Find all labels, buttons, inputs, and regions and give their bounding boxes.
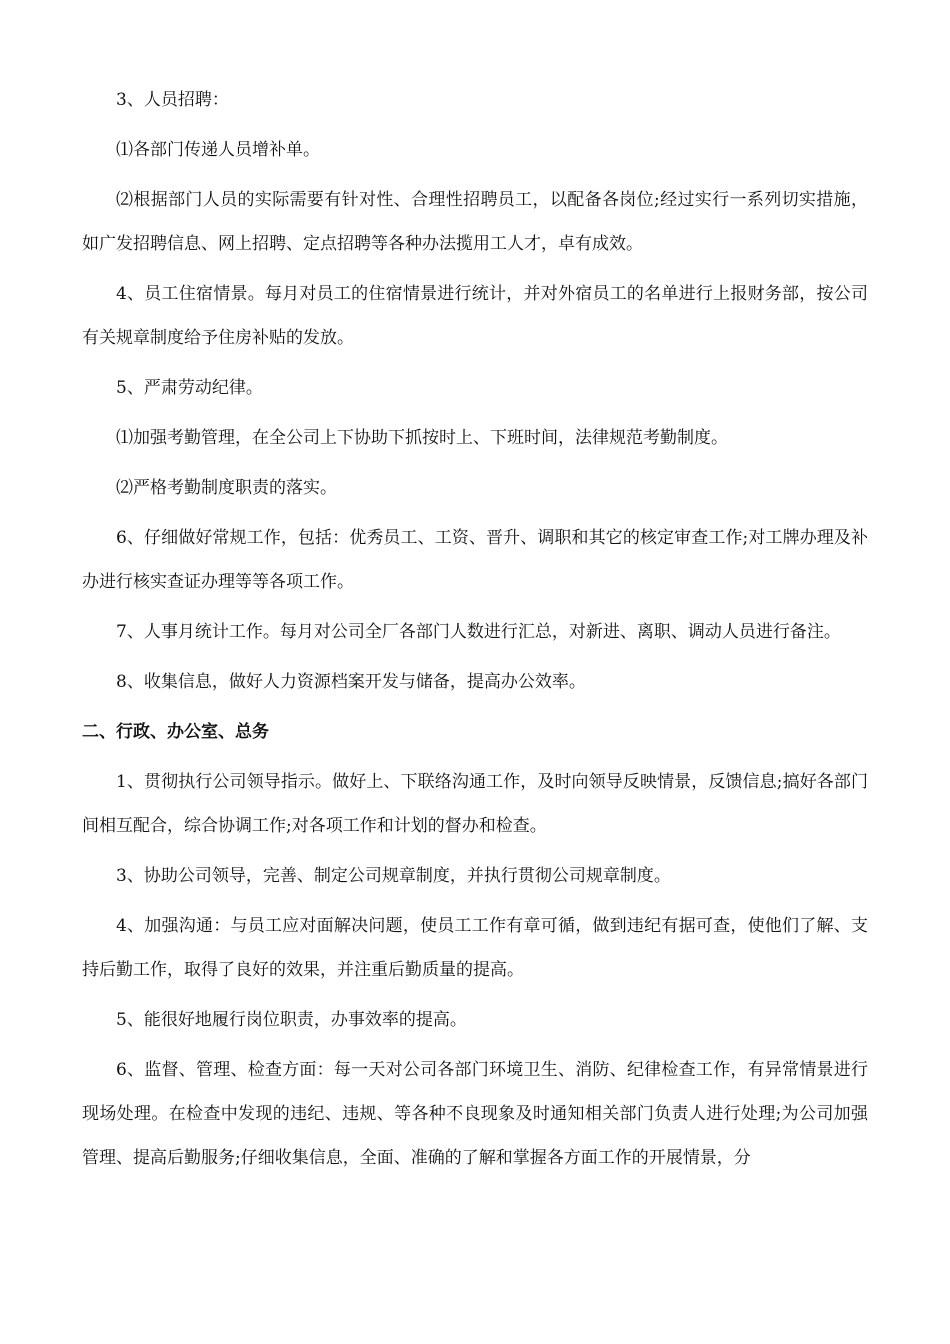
paragraph-strengthen-communication: 4、加强沟通：与员工应对面解决问题，使员工工作有章可循，做到违纪有据可查，使他们了解、支持后勤工作，取得了良好的效果，并注重后勤质量的提高。: [82, 916, 868, 980]
section-heading-administration: 二、行政、办公室、总务: [82, 722, 269, 742]
paragraph-recruitment: 3、人员招聘：: [116, 90, 229, 110]
paragraph-job-duties: 5、能很好地履行岗位职责，办事效率的提高。: [116, 1010, 467, 1030]
paragraph-discipline-1: ⑴加强考勤管理，在全公司上下协助下抓按时上、下班时间，法律规范考勤制度。: [116, 428, 728, 448]
paragraph-recruitment-1: ⑴各部门传递人员增补单。: [116, 140, 320, 160]
paragraph-supervision: 6、监督、管理、检查方面：每一天对公司各部门环境卫生、消防、纪律检查工作，有异常情景进行现场处理。在检查中发现的违纪、违规、等各种不良现象及时通知相关部门负责人进行处理;为公司加强管理、提高后勤服务;仔细收集信息，全面、准确的了解和掌握各方面工作的开展情景，分: [82, 1060, 868, 1168]
paragraph-accommodation: 4、员工住宿情景。每月对员工的住宿情景进行统计，并对外宿员工的名单进行上报财务部，按公司有关规章制度给予住房补贴的发放。: [82, 284, 868, 348]
paragraph-assist-leadership: 3、协助公司领导，完善、制定公司规章制度，并执行贯彻公司规章制度。: [116, 866, 671, 886]
paragraph-monthly-statistics: 7、人事月统计工作。每月对公司全厂各部门人数进行汇总，对新进、离职、调动人员进行备注。: [116, 622, 841, 642]
paragraph-implement-instructions: 1、贯彻执行公司领导指示。做好上、下联络沟通工作，及时向领导反映情景，反馈信息;搞好各部门间相互配合，综合协调工作;对各项工作和计划的督办和检查。: [82, 772, 868, 836]
paragraph-routine-work: 6、仔细做好常规工作，包括：优秀员工、工资、晋升、调职和其它的核定审查工作;对工牌办理及补办进行核实查证办理等等各项工作。: [82, 528, 868, 592]
paragraph-recruitment-2: ⑵根据部门人员的实际需要有针对性、合理性招聘员工，以配备各岗位;经过实行一系列切实措施，如广发招聘信息、网上招聘、定点招聘等各种办法揽用工人才，卓有成效。: [82, 190, 868, 254]
paragraph-labor-discipline: 5、严肃劳动纪律。: [116, 378, 263, 398]
paragraph-discipline-2: ⑵严格考勤制度职责的落实。: [116, 478, 337, 498]
paragraph-collect-information: 8、收集信息，做好人力资源档案开发与储备，提高办公效率。: [116, 672, 586, 692]
